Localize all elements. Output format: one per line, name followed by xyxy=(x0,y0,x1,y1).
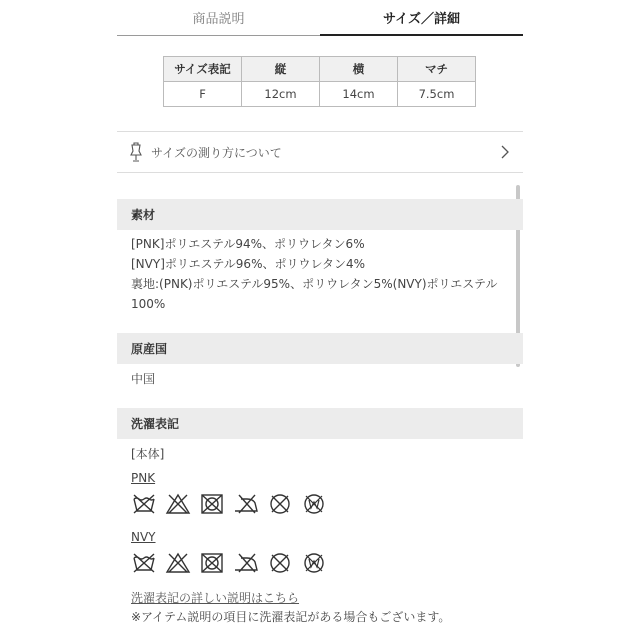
care-icons-pnk xyxy=(131,493,327,515)
care-note: ※アイテム説明の項目に洗濯表記がある場合もございます。 xyxy=(131,610,451,624)
material-line: 裏地:(PNK)ポリエステル95%、ポリウレタン5%(NVY)ポリエステル xyxy=(131,277,498,291)
care-body-label: [本体] xyxy=(131,447,165,461)
dry-clean-crossed-icon xyxy=(267,493,293,515)
size-measurement-link[interactable] xyxy=(117,131,523,173)
size-table-cell: 12cm xyxy=(242,82,320,107)
dry-clean-crossed-icon xyxy=(267,552,293,574)
origin-value: 中国 xyxy=(131,372,156,386)
tab-size-details[interactable]: サイズ／詳細 xyxy=(320,0,523,36)
dress-form-icon xyxy=(129,142,143,162)
size-table xyxy=(163,56,476,107)
color-label-nvy: NVY xyxy=(131,530,156,544)
bleach-crossed-icon xyxy=(165,552,191,574)
size-table-row xyxy=(164,82,476,107)
tab-product-description[interactable]: 商品説明 xyxy=(117,0,320,36)
size-table-header: サイズ表記 xyxy=(164,57,242,82)
size-table-cell: F xyxy=(164,82,242,107)
size-table-header: 横 xyxy=(320,57,398,82)
tumble-dry-crossed-icon xyxy=(199,552,225,574)
color-label-pnk: PNK xyxy=(131,471,156,485)
material-line: 100% xyxy=(131,297,166,311)
size-table-header: マチ xyxy=(398,57,476,82)
iron-crossed-icon xyxy=(233,552,259,574)
wash-tub-crossed-icon xyxy=(131,552,157,574)
origin-heading: 原産国 xyxy=(117,333,523,364)
material-line: [NVY]ポリエステル96%、ポリウレタン4% xyxy=(131,257,366,271)
size-table-header-row xyxy=(164,57,476,82)
size-table-cell: 7.5cm xyxy=(398,82,476,107)
material-text xyxy=(131,234,511,314)
care-heading: 洗濯表記 xyxy=(117,408,523,439)
tumble-dry-crossed-icon xyxy=(199,493,225,515)
care-icons-nvy xyxy=(131,552,327,574)
wash-tub-crossed-icon xyxy=(131,493,157,515)
wet-clean-crossed-icon xyxy=(301,493,327,515)
size-table-cell: 14cm xyxy=(320,82,398,107)
material-heading: 素材 xyxy=(117,199,523,230)
wet-clean-crossed-icon xyxy=(301,552,327,574)
iron-crossed-icon xyxy=(233,493,259,515)
chevron-right-icon xyxy=(499,144,511,160)
care-detail-link[interactable]: 洗濯表記の詳しい説明はこちら xyxy=(131,591,300,605)
bleach-crossed-icon xyxy=(165,493,191,515)
material-line: [PNK]ポリエステル94%、ポリウレタン6% xyxy=(131,237,365,251)
size-measurement-label: サイズの測り方について xyxy=(151,145,282,160)
size-table-header: 縦 xyxy=(242,57,320,82)
tab-bar xyxy=(117,0,523,36)
